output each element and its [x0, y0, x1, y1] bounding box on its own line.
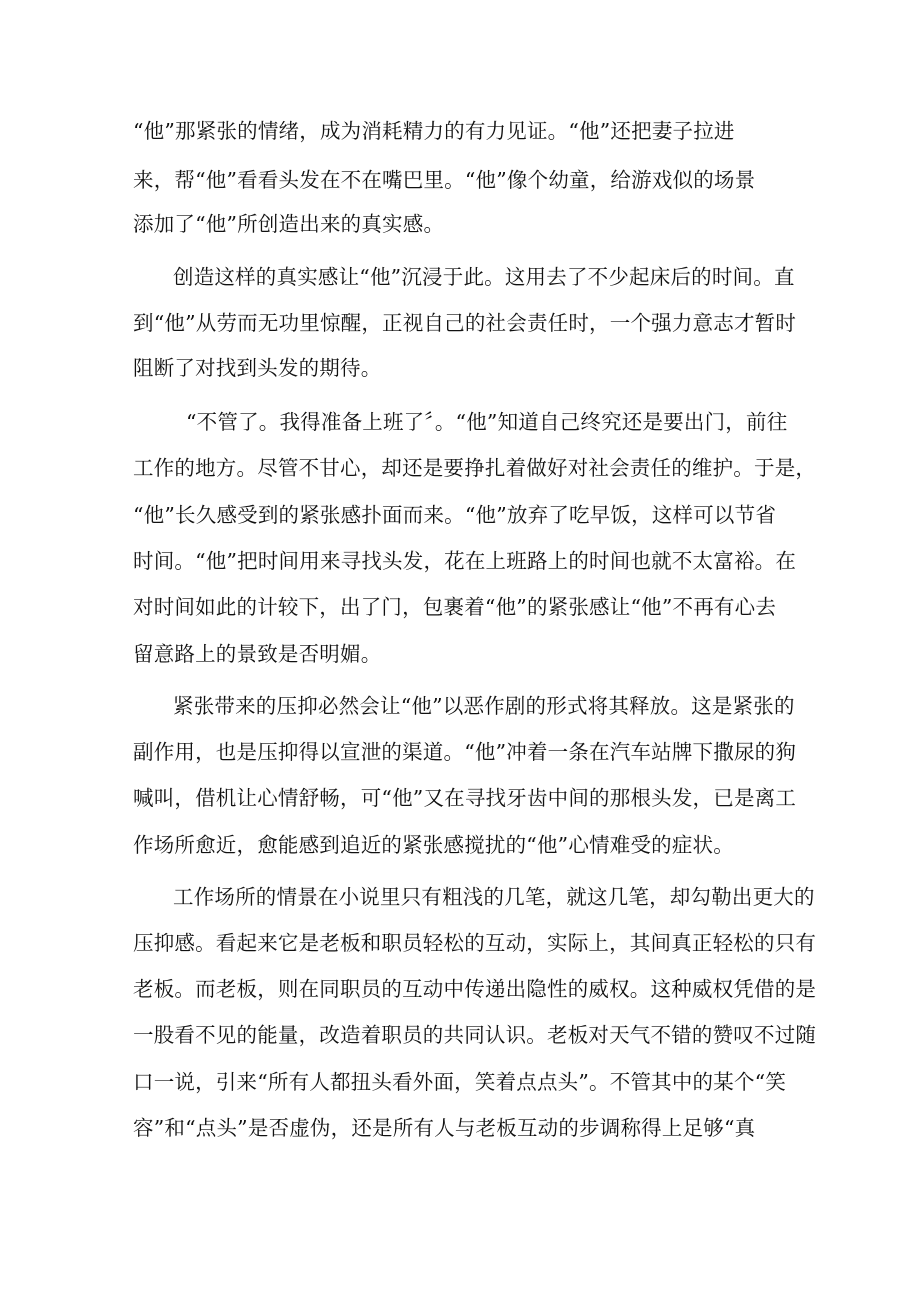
text-line: 到“他”从劳而无功里惊醒，正视自己的社会责任时，一个强力意志才暂时	[133, 311, 797, 335]
text-line: 紧张带来的压抑必然会让“他”以恶作剧的形式将其释放。这是紧张的	[173, 694, 795, 718]
text-line: “他”长久感受到的紧张感扑面而来。“他”放弃了吃早饭，这样可以节省	[133, 503, 777, 527]
text-line: “不管了。我得准备上班了〞。“他”知道自己终究还是要出门，前往	[186, 410, 788, 434]
text-line: 工作的地方。尽管不甘心，却还是要挣扎着做好对社会责任的维护。于是，	[133, 456, 817, 480]
text-line: 阻断了对找到头发的期待。	[133, 356, 382, 380]
text-line: 老板。而老板，则在同职员的互动中传递出隐性的威权。这种威权凭借的是	[133, 977, 817, 1001]
text-line: 添加了“他”所创造出来的真实感。	[133, 212, 445, 236]
text-line: 对时间如此的计较下，出了门，包裹着“他”的紧张感让“他”不再有心去	[133, 595, 777, 619]
text-line: 时间。“他”把时间用来寻找头发，花在上班路上的时间也就不太富裕。在	[133, 549, 797, 573]
text-line: 一股看不见的能量，改造着职员的共同认识。老板对天气不错的赞叹不过随	[133, 1023, 817, 1047]
text-line: 副作用，也是压抑得以宣泄的渠道。“他”冲着一条在汽车站牌下撒尿的狗	[133, 740, 797, 764]
text-line: 容”和“点头”是否虚伪，还是所有人与老板互动的步调称得上足够“真	[133, 1116, 756, 1140]
text-line: 压抑感。看起来它是老板和职员轻松的互动，实际上，其间真正轻松的只有	[133, 931, 817, 955]
text-line: 留意路上的景致是否明媚。	[133, 642, 382, 666]
text-line: 喊叫，借机让心情舒畅，可“他”又在寻找牙齿中间的那根头发，已是离工	[133, 786, 797, 810]
text-line: “他”那紧张的情绪，成为消耗精力的有力见证。“他”还把妻子拉进	[133, 119, 735, 143]
text-line: 工作场所的情景在小说里只有粗浅的几笔，就这几笔，却勾勒出更大的	[173, 885, 815, 909]
text-line: 来，帮“他”看看头发在不在嘴巴里。“他”像个幼童，给游戏似的场景	[133, 168, 756, 192]
text-line: 创造这样的真实感让“他”沉浸于此。这用去了不少起床后的时间。直	[173, 265, 795, 289]
text-line: 口一说，引来“所有人都扭头看外面，笑着点点头”。不管其中的某个“笑	[133, 1070, 787, 1094]
text-line: 作场所愈近，愈能感到追近的紧张感搅扰的“他”心情难受的症状。	[133, 833, 734, 857]
